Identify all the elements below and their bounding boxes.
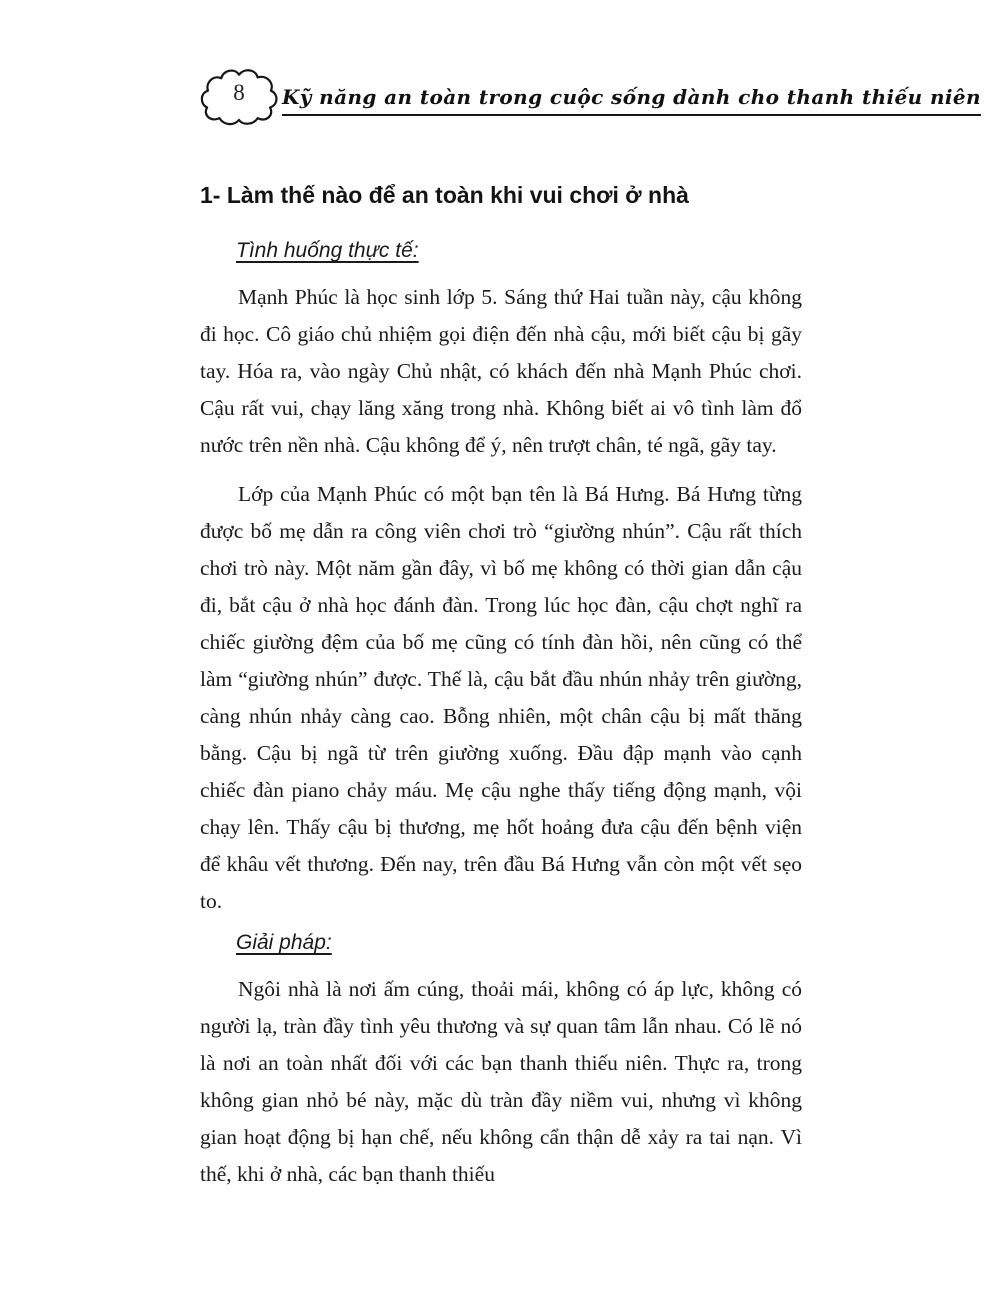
header-title: Kỹ năng an toàn trong cuộc sống dành cho thanh thiếu niên <box>282 85 981 109</box>
section-heading: 1- Làm thế nào để an toàn khi vui chơi ở nhà <box>200 182 689 208</box>
paragraph-solution-1: Ngôi nhà là nơi ấm cúng, thoải mái, không có áp lực, không có người lạ, tràn đầy tình yêu thương và sự quan tâm lẫn nhau. Có lẽ nó là nơi an toàn nhất đối với các bạn thanh thiếu niên. Thực ra, trong không gian nhỏ bé này, mặc dù tràn đầy niềm vui, nhưng vì không gian hoạt động bị hạn chế, nếu không cẩn thận dễ xảy ra tai nạn. Vì thế, khi ở nhà, các bạn thanh thiếu <box>200 977 802 1187</box>
subheading-situation: Tình huống thực tế: <box>236 239 419 262</box>
paragraph-situation-2: Lớp của Mạnh Phúc có một bạn tên là Bá Hưng. Bá Hưng từng được bố mẹ dẫn ra công viên chơi trò “giường nhún”. Cậu rất thích chơi trò này. Một năm gần đây, vì bố mẹ không có thời gian dẫn cậu đi, bắt cậu ở nhà học đánh đàn. Trong lúc học đàn, cậu chợt nghĩ ra chiếc giường đệm của bố mẹ cũng có tính đàn hồi, nên cũng có thể làm “giường nhún” được. Thế là, cậu bắt đầu nhún nhảy trên giường, càng nhún nhảy càng cao. Bỗng nhiên, một chân cậu bị mất thăng bằng. Cậu bị ngã từ trên giường xuống. Đầu đập mạnh vào cạnh chiếc đàn piano chảy máu. Mẹ cậu nghe thấy tiếng động mạnh, vội chạy lên. Thấy cậu bị thương, mẹ hốt hoảng đưa cậu đến bệnh viện để khâu vết thương. Đến nay, trên đầu Bá Hưng vẫn còn một vết sẹo to. <box>200 481 802 913</box>
paragraph-situation-1: Mạnh Phúc là học sinh lớp 5. Sáng thứ Hai tuần này, cậu không đi học. Cô giáo chủ nhiệm gọi điện đến nhà cậu, mới biết cậu bị gãy tay. Hóa ra, vào ngày Chủ nhật, có khách đến nhà Mạnh Phúc chơi. Cậu rất vui, chạy lăng xăng trong nhà. Không biết ai vô tình làm đổ nước trên nền nhà. Cậu không để ý, nên trượt chân, té ngã, gãy tay. <box>200 285 802 457</box>
page-body <box>200 182 802 1205</box>
page-number: 8 <box>233 80 245 105</box>
page-number-cloud <box>200 66 278 126</box>
page-header <box>200 66 981 116</box>
header-rule <box>282 85 981 116</box>
subheading-solution: Giải pháp: <box>236 931 332 955</box>
